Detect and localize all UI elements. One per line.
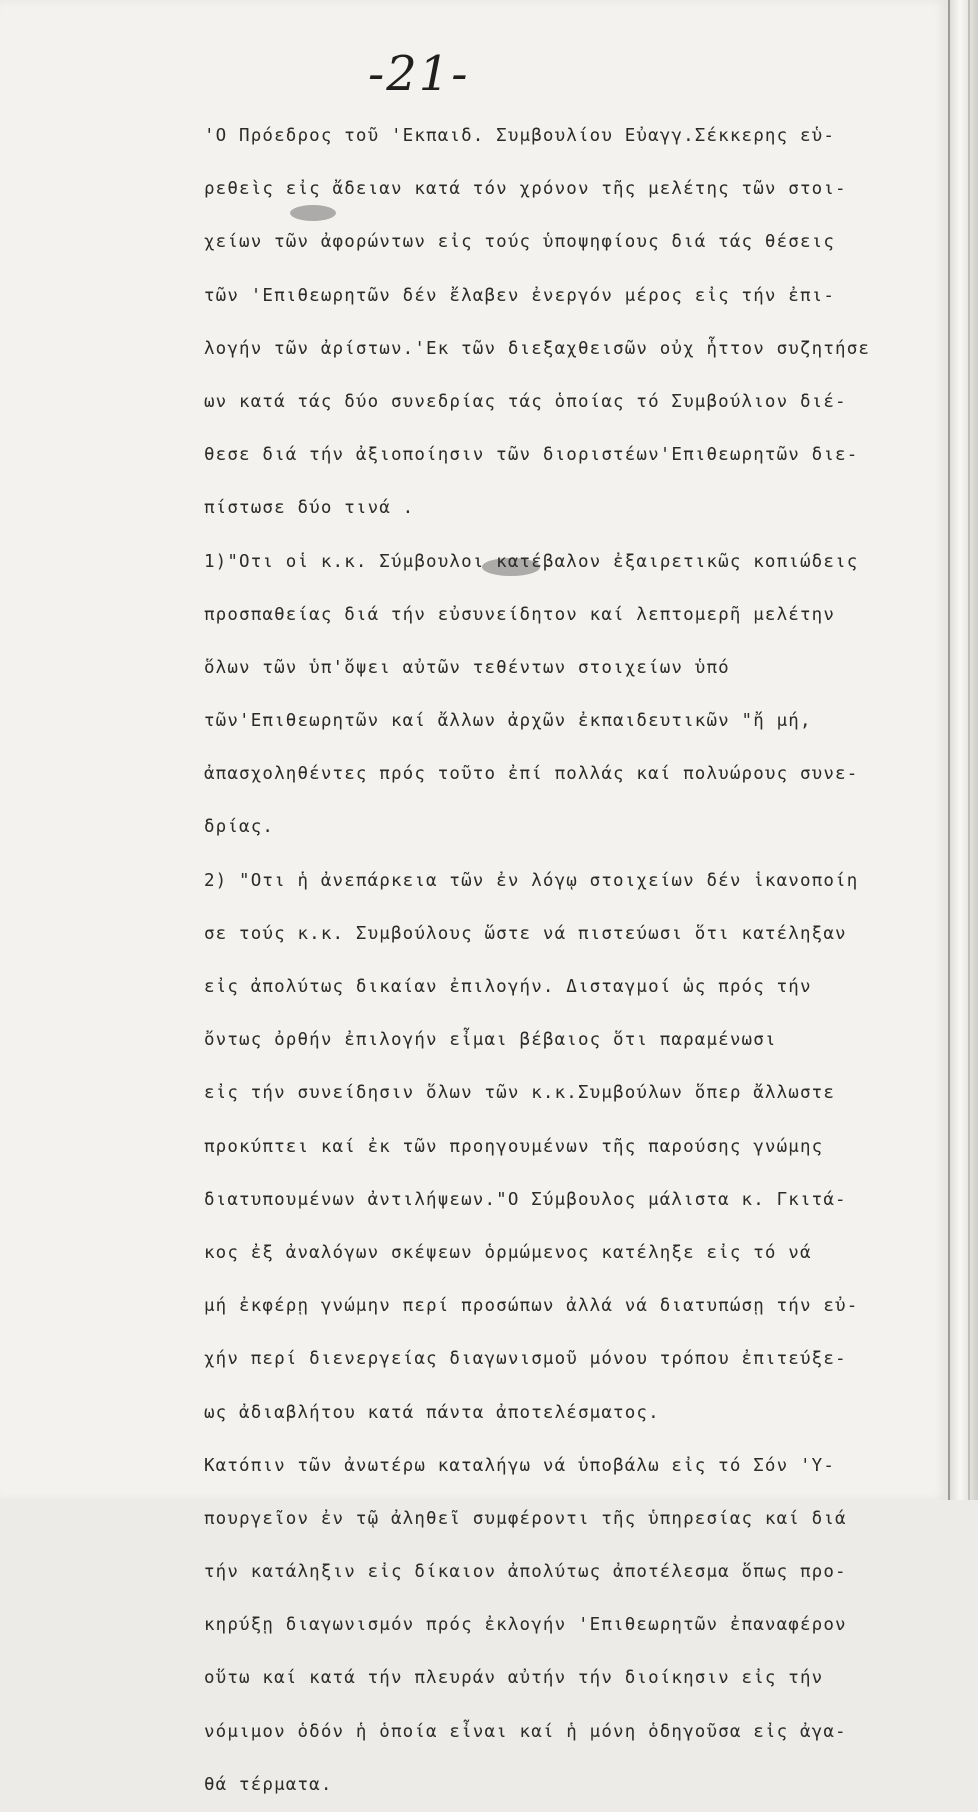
text-line: προσπαθείας διά τήν εὐσυνείδητον καί λεπτομερῆ μελέτην xyxy=(204,604,836,625)
text-line: σε τούς κ.κ. Συμβούλους ὥστε νά πιστεύωσι ὅτι κατέληξαν xyxy=(204,923,847,944)
text-line: τῶν'Επιθεωρητῶν καί ἄλλων ἀρχῶν ἐκπαιδευτικῶν "ἤ μή, xyxy=(204,711,812,732)
page-number: -21- xyxy=(368,46,470,102)
text-line: νόμιμον ὁδόν ἡ ὁποία εἶναι καί ἡ μόνη ὁδηγοῦσα εἰς ἀγα- xyxy=(204,1721,847,1742)
typed-text-body xyxy=(204,110,934,1812)
text-line: κηρύξῃ διαγωνισμόν πρός ἐκλογήν 'Επιθεωρητῶν ἐπαναφέρον xyxy=(204,1615,847,1636)
text-line: προκύπτει καί ἐκ τῶν προηγουμένων τῆς παρούσης γνώμης xyxy=(204,1136,824,1157)
text-line: χήν περί διενεργείας διαγωνισμοῦ μόνου τρόπου ἐπιτεύξε- xyxy=(204,1349,847,1370)
text-line: Κατόπιν τῶν ἀνωτέρω καταλήγω νά ὑποβάλω εἰς τό Σόν 'Υ- xyxy=(204,1455,836,1476)
text-line: ὄντως ὀρθήν ἐπιλογήν εἶμαι βέβαιος ὅτι παραμένωσι xyxy=(204,1030,777,1051)
text-line: ὅλων τῶν ὑπ'ὄψει αὐτῶν τεθέντων στοιχείων ὑπό xyxy=(204,657,730,678)
text-line: ων κατά τάς δύο συνεδρίας τάς ὁποίας τό Συμβούλιον διέ- xyxy=(204,391,847,412)
text-line: 2) "Οτι ἡ ἀνεπάρκεια τῶν ἐν λόγῳ στοιχείων δέν ἱκανοποίη xyxy=(204,870,859,891)
text-line: οὕτω καί κατά τήν πλευράν αὐτήν τήν διοίκησιν εἰς τήν xyxy=(204,1668,824,1689)
text-line: κος ἐξ ἀναλόγων σκέψεων ὁρμώμενος κατέληξε εἰς τό νά xyxy=(204,1242,812,1263)
text-line: 1)"Οτι οἱ κ.κ. Σύμβουλοι κατέβαλον ἐξαιρετικῶς κοπιώδεις xyxy=(204,551,859,572)
text-line: τήν κατάληξιν εἰς δίκαιον ἀπολύτως ἀποτέλεσμα ὅπως προ- xyxy=(204,1562,847,1583)
text-line: δρίας. xyxy=(204,817,275,838)
text-line: μή ἐκφέρῃ γνώμην περί προσώπων ἀλλά νά διατυπώσῃ τήν εὐ- xyxy=(204,1296,859,1317)
text-line: θεσε διά τήν ἀξιοποίησιν τῶν διοριστέων'Επιθεωρητῶν διε- xyxy=(204,445,859,466)
edge-line xyxy=(968,0,970,1500)
ink-blot xyxy=(290,205,336,221)
text-line: πίστωσε δύο τινά . xyxy=(204,498,415,519)
edge-line xyxy=(948,0,950,1500)
page-edge xyxy=(948,0,978,1500)
text-line: ως ἀδιαβλήτου κατά πάντα ἀποτελέσματος. xyxy=(204,1402,660,1423)
text-line: πουργεῖον ἐν τῷ ἀληθεῖ συμφέροντι τῆς ὑπηρεσίας καί διά xyxy=(204,1508,847,1529)
ink-blot xyxy=(482,558,540,576)
text-line: τῶν 'Επιθεωρητῶν δέν ἔλαβεν ἐνεργόν μέρος εἰς τήν ἐπι- xyxy=(204,285,836,306)
text-line: χείων τῶν ἀφορώντων εἰς τούς ὑποψηφίους διά τάς θέσεις xyxy=(204,232,836,253)
text-line: εἰς ἀπολύτως δικαίαν ἐπιλογήν. Δισταγμοί ὡς πρός τήν xyxy=(204,977,812,997)
text-line: 'Ο Πρόεδρος τοῦ 'Εκπαιδ. Συμβουλίου Εὐαγγ.Σέκκερης εὑ- xyxy=(204,126,836,146)
text-line: λογήν τῶν ἀρίστων.'Εκ τῶν διεξαχθεισῶν οὐχ ἧττον συζητήσε xyxy=(204,338,871,359)
text-line: διατυπουμένων ἀντιλήψεων."Ο Σύμβουλος μάλιστα κ. Γκιτά- xyxy=(204,1189,847,1210)
text-line: ἀπασχοληθέντες πρός τοῦτο ἐπί πολλάς καί πολυώρους συνε- xyxy=(204,764,859,785)
text-line: θά τέρματα. xyxy=(204,1774,333,1795)
text-line: ρεθεὶς εἰς ἄδειαν κατά τόν χρόνον τῆς μελέτης τῶν στοι- xyxy=(204,179,847,200)
text-line: εἰς τήν συνείδησιν ὅλων τῶν κ.κ.Συμβούλων ὅπερ ἄλλωστε xyxy=(204,1083,836,1104)
